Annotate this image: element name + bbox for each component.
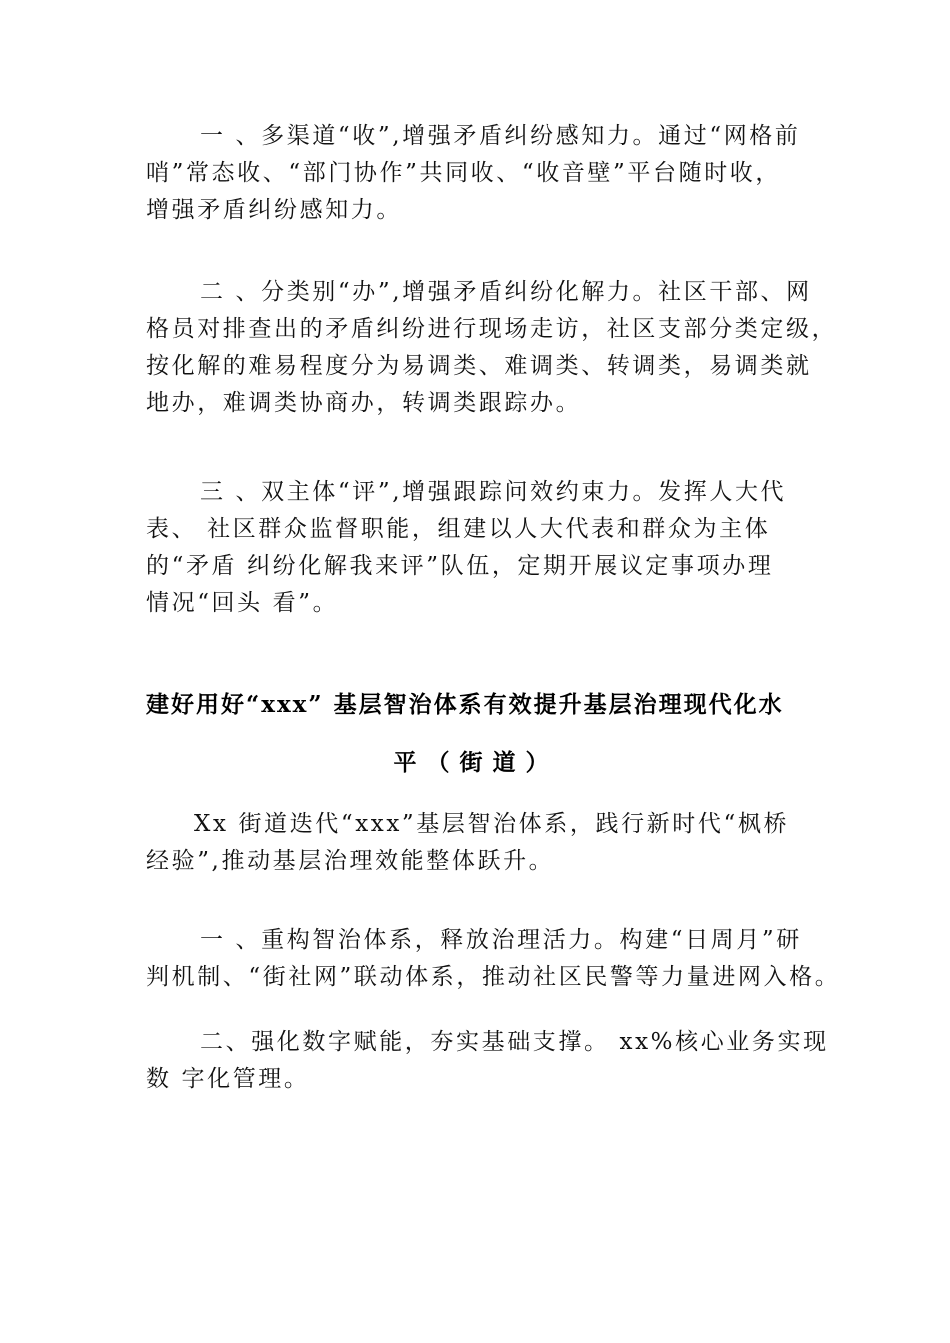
text-line: 哨”常态收、“部门协作”共同收、“收音壁”平台随时收，	[146, 160, 781, 186]
section-title-line: 建好用好“xxx” 基层智治体系有效提升基层治理现代化水	[146, 691, 784, 718]
paragraph-restructure	[146, 922, 841, 996]
paragraph-evaluate	[146, 474, 816, 622]
text-line: Xx 街道迭代“xxx”基层智治体系，践行新时代“枫桥	[194, 811, 790, 837]
text-line: 的“矛盾 纠纷化解我来评”队伍，定期开展议定事项办理	[146, 553, 774, 579]
text-line: 格员对排查出的矛盾纠纷进行现场走访，社区支部分类定级，	[146, 316, 838, 342]
paragraph-collect	[146, 118, 816, 229]
text-line: 一 、重构智治体系，释放治理活力。构建“日周月”研	[200, 927, 802, 953]
text-line: 情况“回头 看”。	[146, 590, 339, 616]
paragraph-handle	[146, 274, 838, 422]
text-line: 二、强化数字赋能，夯实基础支撑。 xx%核心业务实现	[200, 1029, 829, 1055]
text-line: 三 、双主体“评”,增强跟踪问效约束力。发挥人大代	[200, 479, 787, 505]
section-title	[146, 686, 806, 781]
text-line: 判机制、“街社网”联动体系，推动社区民警等力量进网入格。	[146, 964, 841, 990]
paragraph-digital	[146, 1024, 829, 1098]
text-line: 增强矛盾纠纷感知力。	[146, 197, 402, 223]
section-title-line: 平（街道）	[393, 749, 559, 776]
text-line: 地办，难调类协商办，转调类跟踪办。	[146, 390, 582, 416]
text-line: 按化解的难易程度分为易调类、难调类、转调类，易调类就	[146, 353, 812, 379]
text-line: 经验”,推动基层治理效能整体跃升。	[146, 848, 555, 874]
text-line: 一 、多渠道“收”,增强矛盾纠纷感知力。通过“网格前	[200, 123, 801, 149]
text-line: 表、 社区群众监督职能，组建以人大代表和群众为主体	[146, 516, 771, 542]
paragraph-intro	[146, 806, 816, 880]
text-line: 二 、分类别“办”,增强矛盾纠纷化解力。社区干部、网	[200, 279, 812, 305]
text-line: 数 字化管理。	[146, 1066, 310, 1092]
